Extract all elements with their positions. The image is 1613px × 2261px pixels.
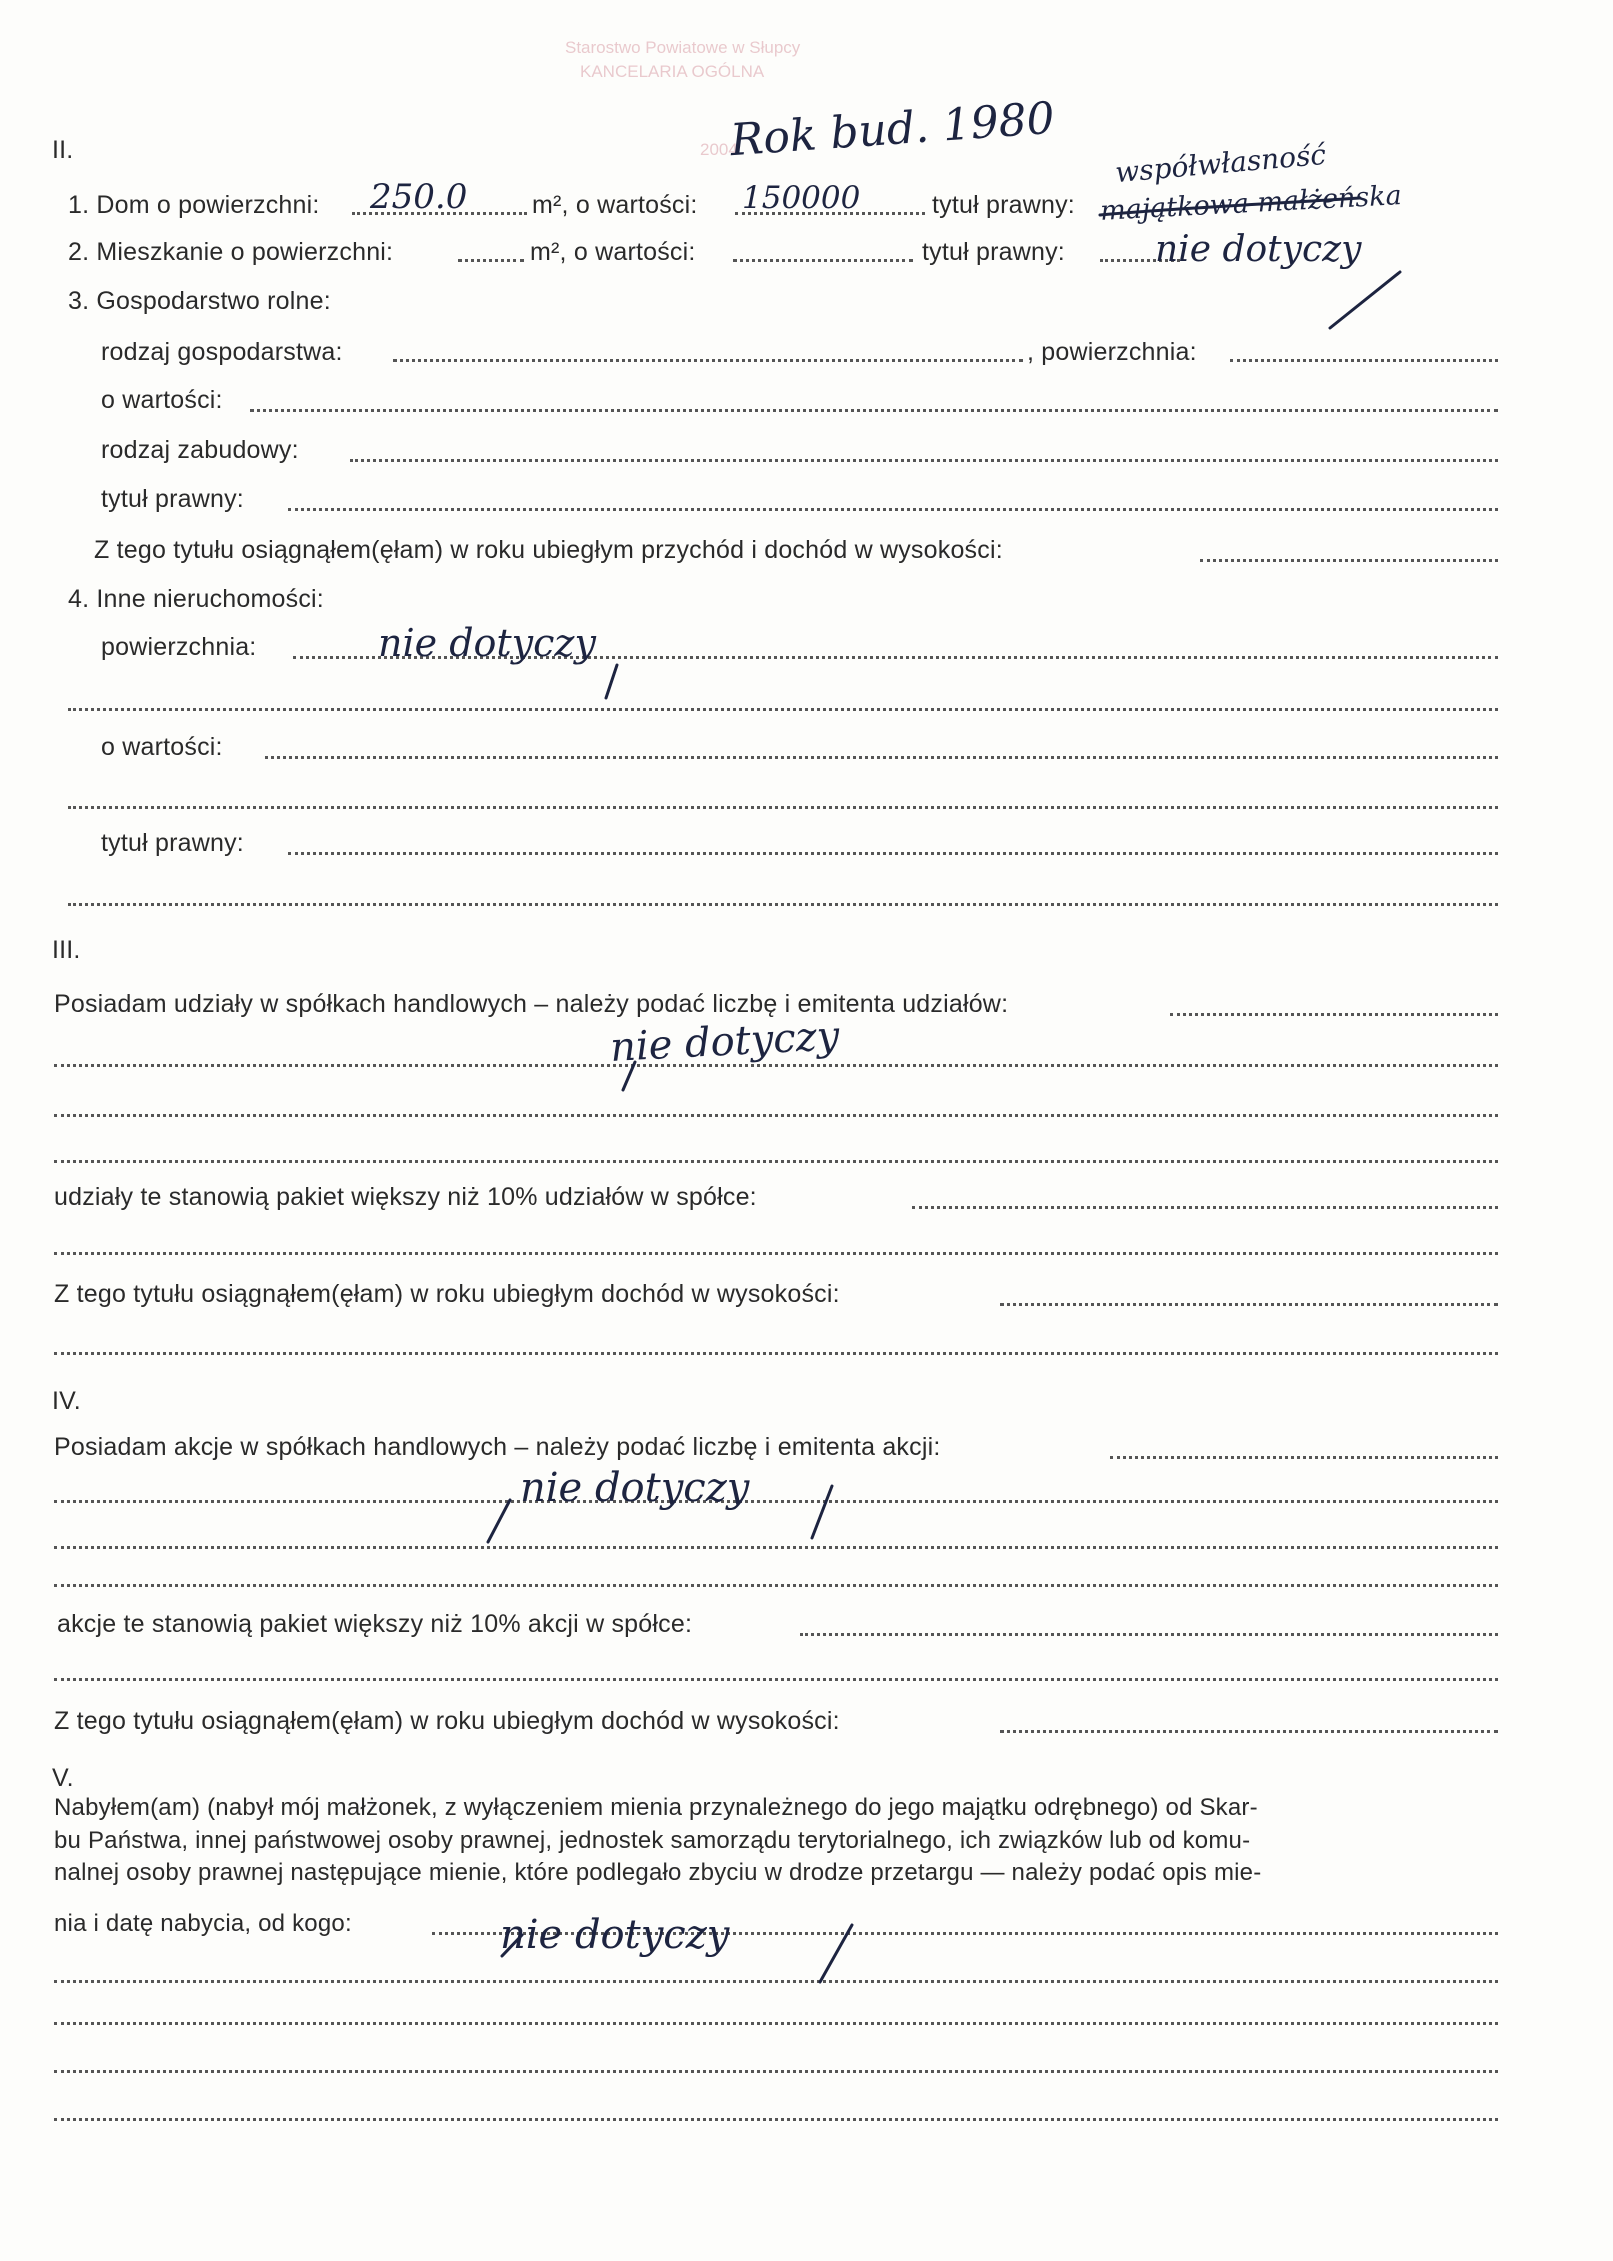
section-heading: III. <box>52 936 81 964</box>
farm-type-label: rodzaj gospodarstwa: <box>101 338 343 366</box>
stamp-line: 2004 <box>700 140 738 159</box>
handwritten-stocks: nie dotyczy <box>520 1465 750 1511</box>
house-label: 1. Dom o powierzchni: <box>68 191 320 219</box>
other-title-field-cont[interactable] <box>68 903 1498 906</box>
acquisition-field-cont[interactable] <box>54 2118 1498 2121</box>
farm-title-label: tytuł prawny: <box>101 485 244 513</box>
farm-value-label: o wartości: <box>101 386 223 414</box>
farm-buildings-label: rodzaj zabudowy: <box>101 436 299 464</box>
pen-descender-stroke <box>606 665 617 698</box>
shares-package-label: udziały te stanowią pakiet większy niż 10% udziałów w spółce: <box>54 1183 757 1211</box>
handwritten-house-title: majątkowa małżeńska <box>1099 180 1403 227</box>
handwritten-house-title: współwłasność <box>1113 137 1328 190</box>
acquisition-text-line: bu Państwa, innej państwowej osoby prawnej, jednostek samorządu terytorialnego, ich związków lub od komu- <box>54 1827 1251 1854</box>
shares-package-field-cont[interactable] <box>54 1252 1498 1255</box>
handwritten-build-year: Rok bud. 1980 <box>728 92 1057 167</box>
shares-field-cont[interactable] <box>54 1114 1498 1117</box>
farm-label: 3. Gospodarstwo rolne: <box>68 287 331 315</box>
pen-descender-stroke <box>1330 272 1400 328</box>
house-m2-label: m², o wartości: <box>532 191 698 219</box>
stocks-income-label: Z tego tytułu osiągnąłem(ęłam) w roku ubiegłym dochód w wysokości: <box>54 1707 840 1735</box>
flat-label: 2. Mieszkanie o powierzchni: <box>68 238 394 266</box>
shares-label: Posiadam udziały w spółkach handlowych – należy podać liczbę i emitenta udziałów: <box>54 990 1009 1018</box>
acquisition-field-cont[interactable] <box>54 1980 1498 1983</box>
acquisition-field-cont[interactable] <box>54 2070 1498 2073</box>
house-title-label: tytuł prawny: <box>932 191 1075 219</box>
other-value-field-cont[interactable] <box>68 806 1498 809</box>
shares-package-field[interactable] <box>912 1206 1498 1209</box>
farm-income-label: Z tego tytułu osiągnąłem(ęłam) w roku ubiegłym przychód i dochód w wysokości: <box>94 536 1003 564</box>
other-value-field[interactable] <box>265 756 1498 759</box>
farm-income-field[interactable] <box>1200 559 1498 562</box>
handwritten-flat-title: nie dotyczy <box>1155 229 1362 270</box>
farm-area-label: , powierzchnia: <box>1027 338 1197 366</box>
stamp-line: Starostwo Powiatowe w Słupcy <box>565 38 801 57</box>
acquisition-text-line: Nabyłem(am) (nabył mój małżonek, z wyłączeniem mienia przynależnego do jego majątku odrębnego) od Skar- <box>54 1794 1258 1821</box>
stocks-income-field[interactable] <box>1000 1730 1498 1733</box>
shares-income-field[interactable] <box>1000 1303 1498 1306</box>
acquisition-field-cont[interactable] <box>54 2022 1498 2025</box>
shares-field[interactable] <box>1170 1013 1498 1016</box>
shares-field-cont[interactable] <box>54 1064 1498 1067</box>
stocks-field-cont[interactable] <box>54 1500 1498 1503</box>
flat-value-field[interactable] <box>733 259 913 262</box>
handwritten-house-area: 250.0 <box>370 177 468 217</box>
stamp-line: KANCELARIA OGÓLNA <box>580 62 765 81</box>
other-area-label: powierzchnia: <box>101 633 257 661</box>
stocks-field-cont[interactable] <box>54 1546 1498 1549</box>
stocks-field[interactable] <box>1110 1456 1498 1459</box>
other-value-label: o wartości: <box>101 733 223 761</box>
pen-descender-stroke <box>812 1486 832 1538</box>
other-area-field-cont[interactable] <box>68 708 1498 711</box>
stocks-field-cont[interactable] <box>54 1584 1498 1587</box>
farm-title-field[interactable] <box>288 508 1498 511</box>
flat-m2-label: m², o wartości: <box>530 238 696 266</box>
section-heading: V. <box>52 1764 74 1792</box>
other-title-label: tytuł prawny: <box>101 829 244 857</box>
other-property-label: 4. Inne nieruchomości: <box>68 585 324 613</box>
stocks-label: Posiadam akcje w spółkach handlowych – należy podać liczbę i emitenta akcji: <box>54 1433 941 1461</box>
shares-income-field-cont[interactable] <box>54 1352 1498 1355</box>
farm-buildings-field[interactable] <box>350 459 1498 462</box>
stocks-package-field[interactable] <box>800 1633 1498 1636</box>
shares-field-cont[interactable] <box>54 1160 1498 1163</box>
pen-descender-stroke <box>488 1500 510 1542</box>
other-title-field[interactable] <box>288 852 1498 855</box>
handwritten-shares: nie dotyczy <box>608 1013 841 1071</box>
section-heading: II. <box>52 136 74 164</box>
stocks-package-label: akcje te stanowią pakiet większy niż 10% akcji w spółce: <box>57 1610 693 1638</box>
stocks-package-field-cont[interactable] <box>54 1678 1498 1681</box>
acquisition-text-line: nia i datę nabycia, od kogo: <box>54 1910 352 1937</box>
shares-income-label: Z tego tytułu osiągnąłem(ęłam) w roku ubiegłym dochód w wysokości: <box>54 1280 840 1308</box>
section-heading: IV. <box>52 1387 81 1415</box>
farm-area-field[interactable] <box>1230 359 1498 362</box>
flat-title-label: tytuł prawny: <box>922 238 1065 266</box>
handwritten-house-value: 150000 <box>742 180 861 216</box>
flat-area-field[interactable] <box>458 259 524 262</box>
handwritten-other-property: nie dotyczy <box>378 621 596 665</box>
farm-value-field[interactable] <box>250 409 1498 412</box>
acquisition-text-line: nalnej osoby prawnej następujące mienie, które podlegało zbyciu w drodze przetargu — należy podać opis mie- <box>54 1859 1262 1886</box>
handwritten-acquisition: nie dotyczy <box>500 1912 730 1958</box>
farm-type-field[interactable] <box>393 359 1023 362</box>
